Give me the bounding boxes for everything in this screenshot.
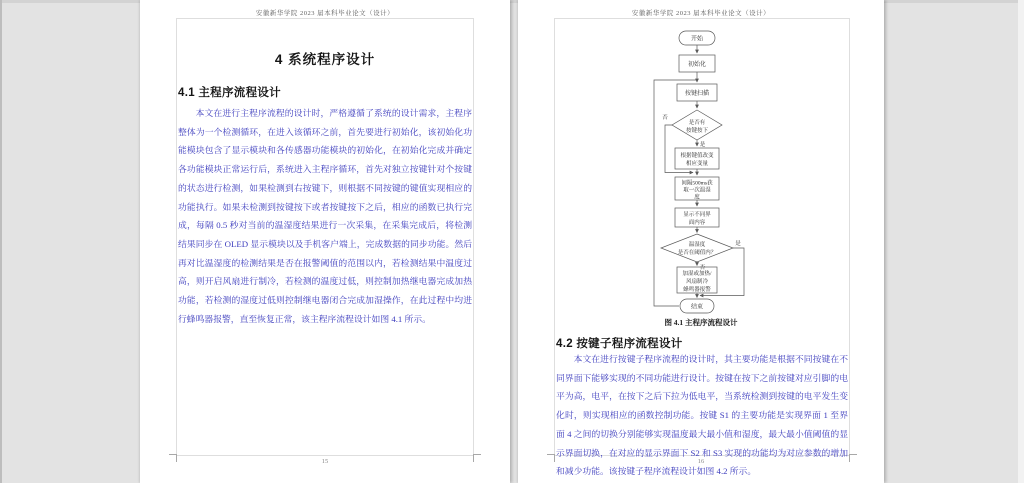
figure-caption-4-1: 图 4.1 主程序流程设计 — [664, 318, 738, 327]
alarm-label-line1: 加湿或加热/ — [682, 271, 712, 277]
sample-label-line2: 取一次温湿 — [683, 187, 711, 194]
keyscan-label: 按键扫描 — [684, 91, 710, 97]
sample-label-line3: 度 — [694, 194, 700, 201]
section-title-4-1: 4.1 主程序流程设计 — [178, 87, 281, 99]
decision2-no-label: 否 — [699, 265, 706, 271]
end-label: 结束 — [690, 304, 704, 311]
page-header: 安徽新华学院 2023 届本科毕业论文（设计） — [255, 10, 395, 17]
decision1-yes-label: 是 — [699, 142, 706, 148]
decision1-label-line1: 是否有 — [688, 120, 706, 126]
keyvalue-label-line1: 根据键值改变 — [680, 153, 714, 159]
keyvalue-label-line2: 相应变量 — [685, 161, 709, 167]
sample-label-line1: 间隔500ms获 — [681, 180, 713, 187]
scrollbar[interactable] — [1018, 0, 1024, 483]
decision2-yes-label: 是 — [735, 241, 741, 247]
page-right[interactable] — [518, 0, 884, 483]
section-title-4-2: 4.2 按键子程序流程设计 — [556, 338, 683, 350]
main-program-flowchart[interactable] — [575, 28, 775, 320]
display-label-line1: 显示不同界 — [683, 212, 711, 218]
page-number-left: 15 — [321, 458, 329, 465]
page-header: 安徽新华学院 2023 届本科毕业论文（设计） — [631, 10, 771, 17]
alarm-label-line2: 风扇制冷 — [685, 279, 709, 285]
chapter-title: 4 系统程序设计 — [274, 52, 376, 67]
page-left[interactable] — [140, 0, 510, 483]
body-paragraph-4-2: 本文在进行按键子程序流程的设计时，其主要功能是根据不同按键在不同界面下能够实现的不同功能进行设计。按键在按下之前按键对应引脚的电平为高，电平，在按下之后下拉为低电平，当系统检测到按键的电平发生变化时，则实现相应的函数控制功能。按键 S1 的主要功能是实现界面 1 至界面 4 之间的切换分别能够实现温度最大最小值和湿度，最大最小值阈值的显示界面切换，在对应的显示界面下 S2 和 S3 实现的功能均为对应参数的增加和减少功能。该按键子程序流程设计如图 4.2 所示。 — [556, 354, 848, 477]
threshold-decision — [661, 234, 733, 262]
display-label-line2: 面内容 — [688, 220, 706, 226]
start-label: 开始 — [690, 36, 704, 43]
alarm-label-line3: 蜂鸣器报警 — [683, 287, 711, 293]
decision2-label-line1: 温湿度 — [688, 242, 706, 248]
window-left-edge — [0, 0, 2, 483]
decision2-label-line2: 是否在阈值内？ — [677, 250, 717, 256]
decision1-no-label: 否 — [662, 115, 668, 121]
decision1-label-line2: 按键按下 — [685, 128, 709, 134]
body-paragraph-4-1: 本文在进行主程序流程的设计时，严格遵循了系统的设计需求，主程序整体为一个检测循环，在进入该循环之前，首先要进行初始化，该初始化功能模块包含了显示模块和各传感器功能模块的初始化，在初始化完成并确定各功能模块正常运行后，系统进入主程序循环，首先对独立按键针对个按键的状态进行检测，如果检测到右按键下，则根据不同按键的键值实现相应的功能执行。如果未检测到按键按下或者按键按下之后，相应的函数已执行完成，每隔 0.5 秒对当前的温湿度结果进行一次采集，在采集完成后，将检测结果同步在 OLED 显示模块以及手机客户端上，完成数据的同步功能。然后再对比温湿度的检测结果是否在报警阈值的范围以内，若检测结果中温度过高，则开启风扇进行制冷，若检测的温度过低，则控制加热继电器完成加热功能，若检测的湿度过低则控制继电器闭合完成加湿操作，在此过程中均进行蜂鸣器报警，直至恢复正常，该主程序流程设计如图 4.1 所示。 — [178, 108, 472, 324]
init-label: 初始化 — [687, 62, 707, 68]
page-number-right: 16 — [697, 458, 705, 465]
